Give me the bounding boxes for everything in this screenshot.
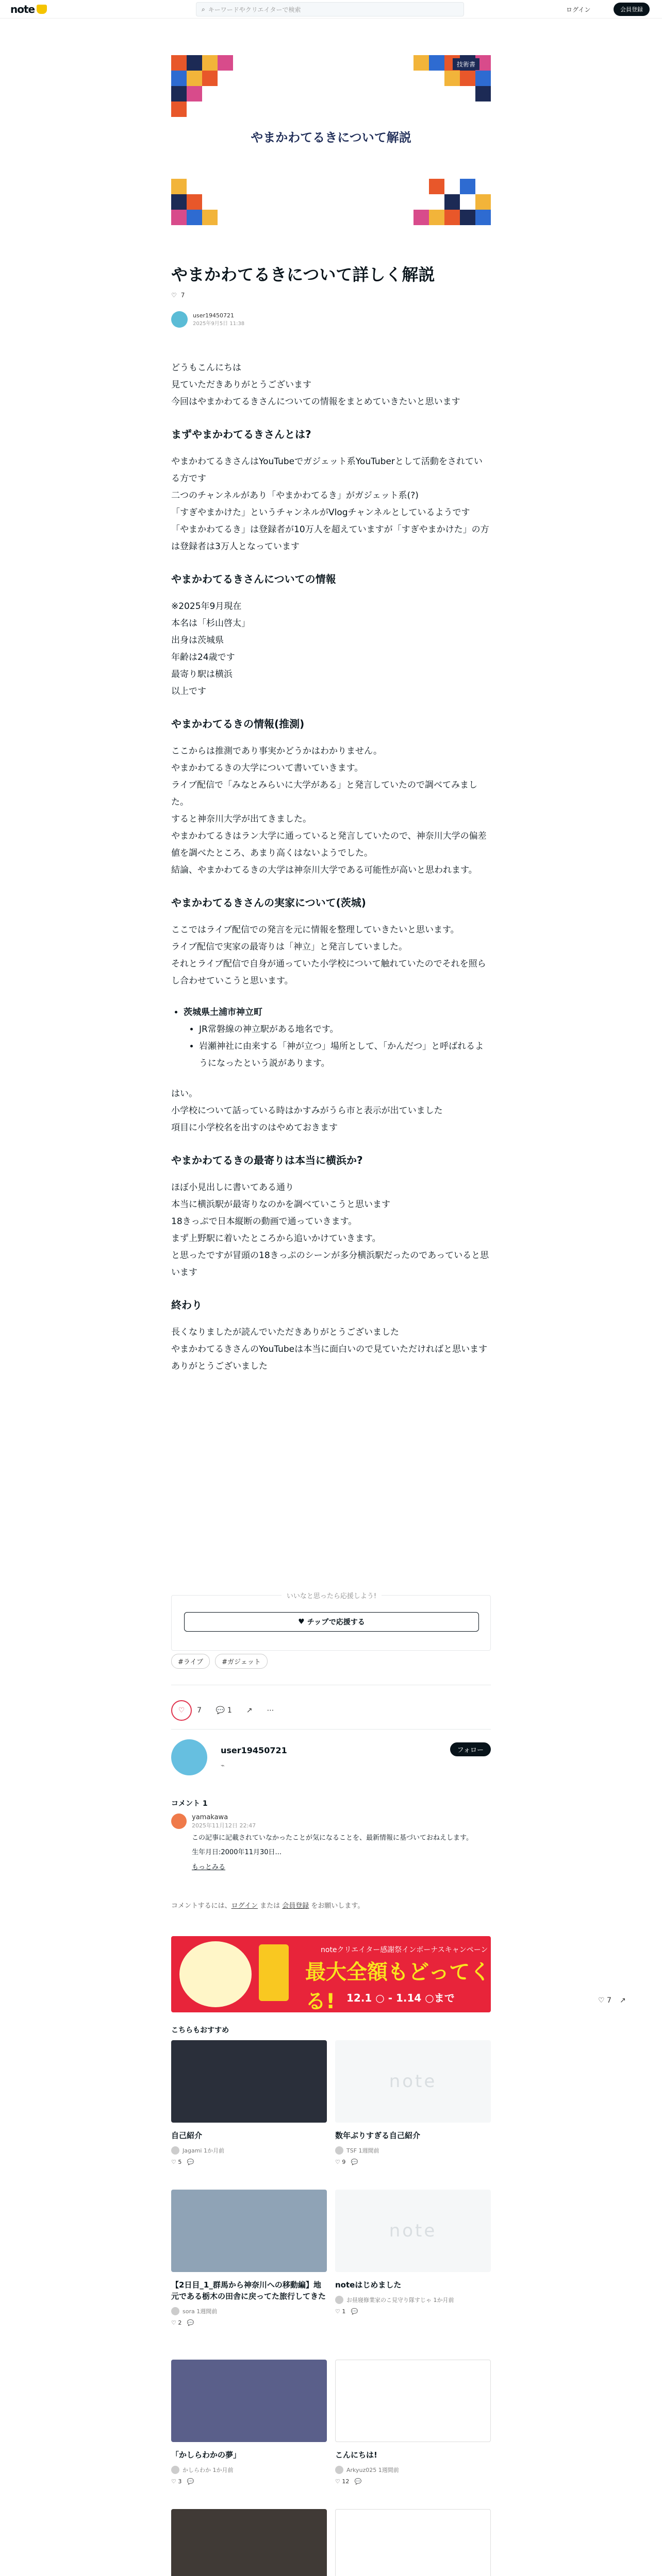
- rec-author[interactable]: かしらわか 1か月前: [183, 2467, 234, 2473]
- avatar[interactable]: [171, 2307, 179, 2315]
- avatar[interactable]: [335, 2296, 343, 2304]
- rec-stats: ♡ 9 💬: [335, 2159, 358, 2165]
- tag[interactable]: #ガジェット: [215, 1654, 268, 1669]
- banner-main: 最大全額もどってくる!: [305, 1960, 491, 2012]
- heart-icon: ♡: [335, 2478, 340, 2485]
- rec-author[interactable]: TSF 1週間前: [346, 2147, 379, 2154]
- share-button[interactable]: [246, 1706, 253, 1715]
- note-logo[interactable]: note: [10, 3, 47, 15]
- thumbnail[interactable]: [171, 2190, 327, 2272]
- thumbnail[interactable]: [171, 2040, 327, 2123]
- like-count: 7: [197, 1706, 202, 1715]
- tag-list: [171, 1654, 268, 1669]
- avatar[interactable]: [171, 2146, 179, 2155]
- heart-icon: ♡: [171, 2159, 176, 2165]
- login-link[interactable]: ログイン: [566, 6, 591, 13]
- banner-dates: 12.1 ○ - 1.14 ○まで: [346, 1992, 455, 2004]
- rec-stats: ♡ 3 💬: [171, 2478, 194, 2485]
- hero-title: やまかわてるきについて解説: [251, 130, 411, 145]
- rss-icon[interactable]: ⌁: [221, 1762, 225, 1770]
- bullet-list: • 茨城県土浦市神立町 • JR常磐線の神立駅がある地名です。 • 岩瀬神社に由来する「神が立つ」場所として、「かんだつ」と呼ばれるようになったという説があります。: [184, 1004, 491, 1072]
- rec-stats: ♡ 12 💬: [335, 2478, 362, 2485]
- avatar[interactable]: [171, 311, 188, 328]
- section-heading: 終わり: [171, 1299, 202, 1311]
- ellipsis-icon: ⋯: [267, 1706, 274, 1715]
- side-share[interactable]: ↗: [619, 1996, 626, 2005]
- thumbnail[interactable]: [335, 2360, 491, 2442]
- support-box: [171, 1592, 491, 1651]
- comment-icon: 💬: [351, 2159, 358, 2165]
- rec-card[interactable]: [171, 2190, 327, 2326]
- banner-line: noteクリエイター感謝祭インボーナスキャンペーン: [321, 1946, 488, 1954]
- rec-author[interactable]: Arkyuz025 1週間前: [346, 2467, 399, 2473]
- rec-title[interactable]: 数年ぶりすぎる自己紹介: [335, 2131, 421, 2140]
- comment-icon: 💬: [187, 2478, 194, 2485]
- rec-title[interactable]: こんにちは!: [335, 2450, 377, 2460]
- search-icon: ⌕: [202, 5, 205, 13]
- banner-graphic: [259, 1944, 289, 2001]
- heart-icon: ♡: [171, 2319, 176, 2326]
- section-heading: やまかわてるきの最寄りは本当に横浜か?: [171, 1154, 363, 1166]
- placeholder-thumbnail[interactable]: note: [335, 2190, 491, 2272]
- comment-icon: 💬: [187, 2159, 194, 2165]
- rec-author[interactable]: お昼寝修業家のこ見守り隊すじゃ 1か月前: [346, 2297, 454, 2303]
- comment-text: この記事に記載されていなかったことが気になることを、最新情報に基づいておねえします。: [192, 1834, 473, 1842]
- signup-link[interactable]: 会員登録: [282, 1902, 309, 1910]
- thumbnail[interactable]: [171, 2360, 327, 2442]
- banner-graphic: [179, 1941, 252, 2007]
- avatar[interactable]: [171, 1814, 187, 1829]
- recs-heading: こちらもおすすめ: [171, 2026, 229, 2035]
- comment-button[interactable]: 💬 1: [216, 1706, 232, 1715]
- rec-author[interactable]: Jagami 1か月前: [183, 2147, 224, 2154]
- heart-icon: ♡: [335, 2159, 340, 2165]
- comment: [171, 1814, 491, 1871]
- rec-card[interactable]: [335, 2040, 491, 2165]
- avatar[interactable]: [335, 2146, 343, 2155]
- section-heading: やまかわてるきさんの実家について(茨城): [171, 896, 366, 909]
- share-icon: ↗: [246, 1706, 253, 1715]
- placeholder-thumbnail[interactable]: note: [335, 2040, 491, 2123]
- hero-image: [171, 55, 491, 225]
- site-header: [0, 0, 662, 19]
- intro: どうもこんにちは 見ていただきありがとうございます 今回はやまかわてるきさんについての情報をまとめていきたいと思います: [171, 363, 460, 407]
- rec-stats: ♡ 2 💬: [171, 2319, 194, 2326]
- rec-card[interactable]: [335, 2509, 491, 2576]
- avatar[interactable]: [171, 1739, 207, 1775]
- signup-button[interactable]: 会員登録: [614, 3, 650, 16]
- rec-title[interactable]: noteはじめました: [335, 2280, 402, 2290]
- like-button[interactable]: [171, 1700, 192, 1721]
- comment-icon: 💬: [187, 2319, 194, 2326]
- comments-heading: コメント 1: [171, 1800, 208, 1808]
- author-name[interactable]: user19450721: [193, 312, 234, 319]
- recommendations: [171, 2025, 491, 2035]
- logo-mascot-icon: [37, 5, 47, 14]
- rec-title[interactable]: 「かしらわかの夢」: [171, 2450, 241, 2460]
- rec-card[interactable]: [335, 2360, 491, 2485]
- tag[interactable]: #ライブ: [171, 1654, 210, 1669]
- tip-icon: ♥: [298, 1618, 307, 1626]
- comment-login-note: コメントするには、ログイン または 会員登録 をお願いします。: [171, 1902, 365, 1910]
- rec-title[interactable]: 【2日目_1_群馬から神奈川への移動編】地元である栃木の田舎に戻ってた旅行してきた: [171, 2280, 326, 2301]
- side-like[interactable]: ♡ 7: [598, 1996, 611, 2005]
- campaign-banner[interactable]: [171, 1936, 491, 2012]
- thumbnail[interactable]: [335, 2509, 491, 2576]
- section-heading: やまかわてるきさんについての情報: [171, 573, 336, 585]
- rec-card[interactable]: [171, 2509, 327, 2576]
- heart-icon: ♡: [171, 292, 177, 299]
- rec-stats: ♡ 1 💬: [335, 2308, 358, 2315]
- heart-icon: ♡: [171, 2478, 176, 2485]
- comment-date: 2025年11月12日 22:47: [192, 1822, 256, 1829]
- search-input[interactable]: [196, 2, 464, 16]
- comment-author[interactable]: yamakawa: [192, 1814, 228, 1821]
- comment-icon: 💬: [354, 2478, 362, 2485]
- rec-title[interactable]: 自己紹介: [171, 2131, 203, 2140]
- section-heading: まずやまかわてるきさんとは?: [171, 428, 311, 440]
- section-heading: やまかわてるきの情報(推測): [171, 718, 305, 730]
- comment-icon: 💬: [351, 2308, 358, 2315]
- heart-icon: ♡: [178, 1706, 185, 1715]
- tip-button[interactable]: ♥ チップで応援する: [184, 1612, 479, 1632]
- rec-card[interactable]: [171, 2360, 327, 2485]
- article-title: やまかわてるきについて詳しく解説: [171, 265, 435, 284]
- hero-badge: 技術書: [453, 58, 479, 70]
- author-profile: [171, 1739, 491, 1781]
- rec-author[interactable]: sora 1週間前: [183, 2308, 218, 2315]
- rec-card[interactable]: [171, 2040, 327, 2165]
- action-bar: [171, 1700, 491, 1721]
- more-button[interactable]: [267, 1706, 274, 1715]
- publish-date: 2025年9月5日 11:38: [193, 321, 245, 327]
- like-count-top[interactable]: ♡ 7: [171, 292, 185, 299]
- support-caption: いいなと思ったら応援しよう!: [282, 1592, 382, 1600]
- avatar[interactable]: [171, 2466, 179, 2474]
- comment-icon: 💬: [216, 1706, 225, 1715]
- thumbnail[interactable]: [171, 2509, 327, 2576]
- heart-icon: ♡: [335, 2308, 340, 2315]
- login-link[interactable]: ログイン: [231, 1902, 258, 1910]
- rec-card[interactable]: [335, 2190, 491, 2315]
- avatar[interactable]: [335, 2466, 343, 2474]
- rec-stats: ♡ 5 💬: [171, 2159, 194, 2165]
- article-body: どうもこんにちは 見ていただきありがとうございます 今回はやまかわてるきさんについての情報をまとめていきたいと思います まずやまかわてるきさんとは? やまかわてるきさんはYouTubeでガジェット系YouTuberとして活動をされている方です 二つのチャンネルがあり「やまかわてるき」がガジェット系(?) 「すぎやまかけた」というチャンネルがVlogチャンネルとしているようです 「やまかわてるき」は登録者が10万人を超えていますが「すぎやまかけた」の方は登録者は3万人となっています やまかわてるきさんについての情報 ※2025年9月現在 本名は「杉山啓太」 出身は茨城県 年齢は24歳です 最寄り駅は横浜 以上です やまかわてるきの情報(推測) ここからは推測であり事実かどうかはわかりません。 やまかわてるきの大学について書いていきます。 ライブ配信で「みなとみらいに大学がある」と発言していたので調べてみました。 すると神奈川大学が出てきました。 やまかわてるきはラン大学に通っていると発言していたので、神奈川大学の偏差値を調べたところ、あまり高くはないようでした。 結論、やまかわてるきの大学は神奈川大学である可能性が高いと思われます。 やまかわてるきさんの実家について(茨城) ここではライブ配信での発言を元に情報を整理していきたいと思います。 ライブ配信で実家の最寄りは「神立」と発言していました。 それとライブ配信で自身が通っていた小学校について触れていたのでそれを照らし合わせていこうと思います。 • 茨城県土浦市神立町 • JR常磐線の神立駅がある地名です。 • 岩瀬神社に由来する「神が立つ」場所として、「かんだつ」と呼ばれるようになったという説があります。 はい。 小学校について話っている時はかすみがうら市と表示が出ていました 項目に小学校名を出すのはやめておきます やまかわてるきの最寄りは本当に横浜か? ほぼ小見出しに書いてある通り 本当に横浜駅が最寄りなのかを調べていこうと思います 18きっぷで日本縦断の動画で通っていきます。 まず上野駅に着いたところから追いかけていきます。 と思ったですが冒頭の18きっぷのシーンが多分横浜駅だったのであっていると思います 終わり 長くなりましたが読んでいただきありがとうございました やまかわてるきさんのYouTubeは本当に面白いので見ていただければと思います ありがとうございました: [171, 360, 491, 1389]
- comments-section: [171, 1798, 491, 1871]
- read-more-link[interactable]: もっとみる: [192, 1863, 226, 1871]
- side-actions: [598, 1996, 626, 2005]
- article-author[interactable]: [171, 311, 244, 328]
- follow-button[interactable]: フォロー: [450, 1742, 491, 1756]
- search-placeholder: キーワードやクリエイターで検索: [208, 6, 301, 13]
- comment-text: 生年月日:2000年11月30日...: [192, 1849, 282, 1856]
- profile-name[interactable]: user19450721: [221, 1745, 287, 1755]
